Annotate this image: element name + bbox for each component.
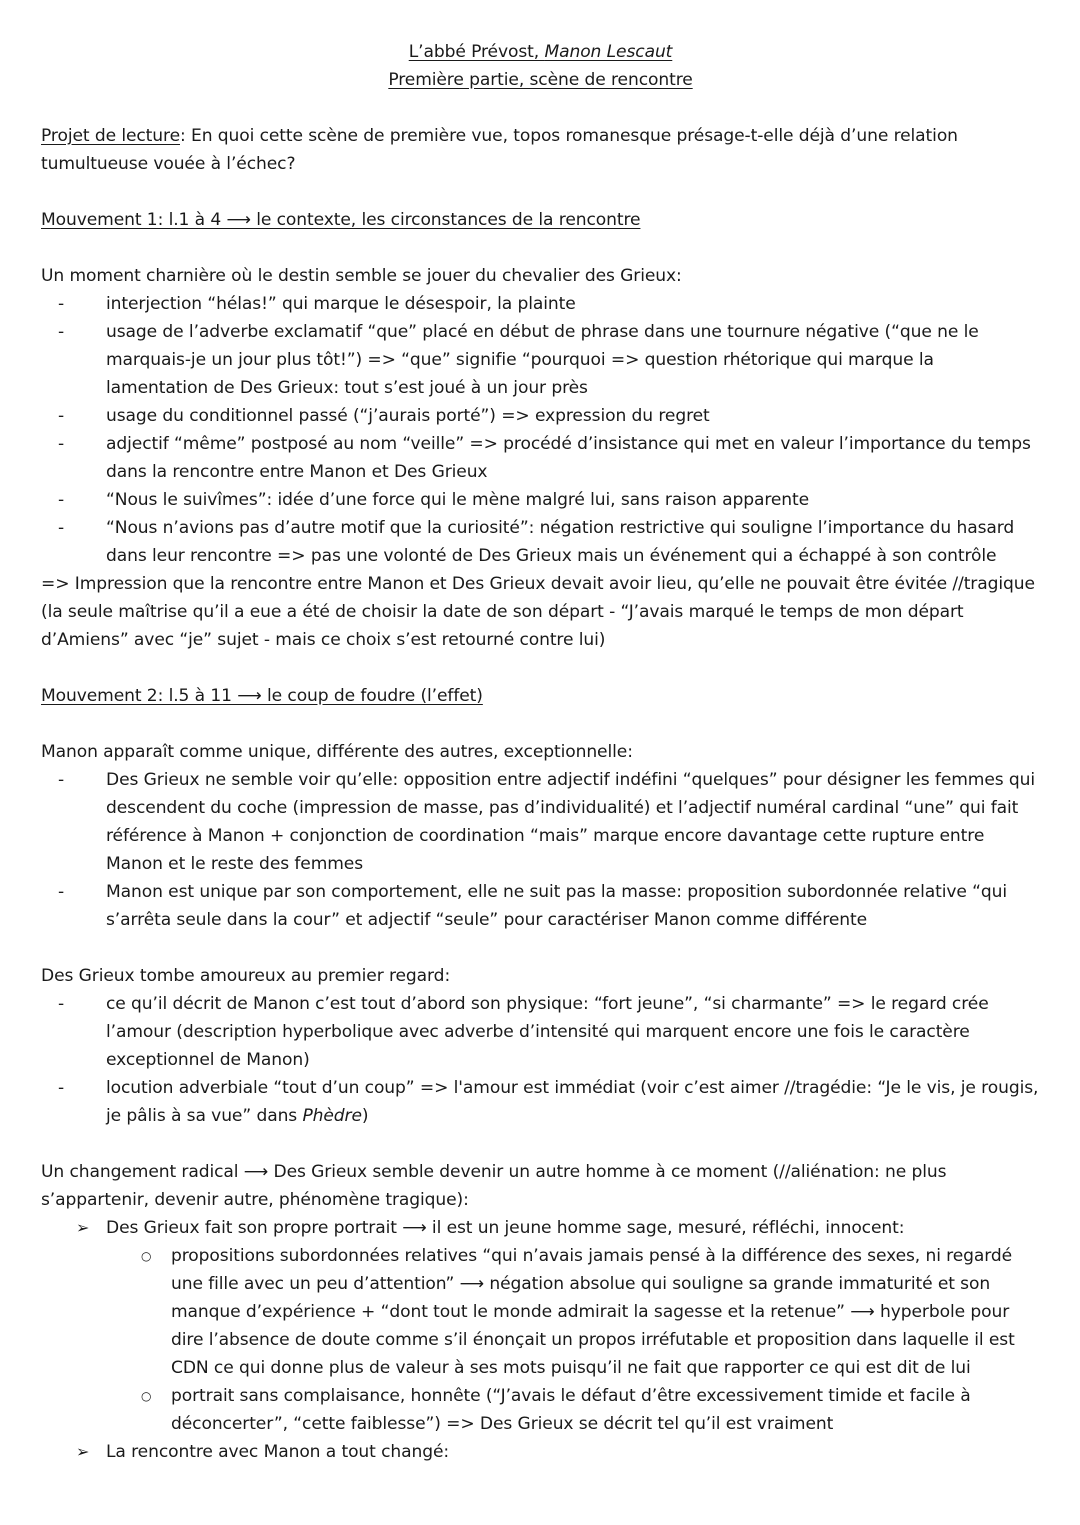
- mouvement2-heading-text: Mouvement 2: l.5 à 11 ⟶ le coup de foudre (l’effet): [41, 686, 483, 706]
- work-title: Manon Lescaut: [544, 42, 673, 62]
- spacer: [41, 178, 1040, 206]
- mouvement1-intro: Un moment charnière où le destin semble se jouer du chevalier des Grieux:: [41, 266, 682, 286]
- arrow-item: ➢ La rencontre avec Manon a tout changé:: [41, 1438, 1040, 1466]
- sub-item: ○ portrait sans complaisance, honnête (“J’avais le défaut d’être excessivement timide et facile à déconcerter”, “cette faiblesse”) => Des Grieux se décrit tel qu’il est vraiment: [41, 1382, 1040, 1438]
- mouvement1-conclusion: => Impression que la rencontre entre Manon et Des Grieux devait avoir lieu, qu’elle ne pouvait être évitée //tragique (la seule maîtrise qu’il a eue a été de choisir la date de son départ - “J’avais marqué le temps de mon départ d’Amiens” avec “je” sujet - mais ce choix s’est retourné contre lui): [41, 574, 1035, 650]
- document-title: [41, 38, 1040, 66]
- spacer: [41, 94, 1040, 122]
- item-text: locution adverbiale “tout d’un coup” => l'amour est immédiat (voir c’est aimer //tragédie: “Je le vis, je rougis, je pâlis à sa vue” dans: [106, 1078, 1039, 1126]
- section1-list: [41, 766, 1040, 934]
- subtitle-text: Première partie, scène de rencontre: [388, 70, 693, 90]
- list-item: - usage de l’adverbe exclamatif “que” placé en début de phrase dans une tournure négative (“que ne le marquais-je un jour plus tôt!”) => “que” signifie “pourquoi => question rhétorique qui marque la lamentation de Des Grieux: tout s’est joué à un jour près: [41, 318, 1040, 402]
- mouvement1-heading-text: Mouvement 1: l.1 à 4 ⟶ le contexte, les circonstances de la rencontre: [41, 210, 641, 230]
- mouvement1-heading: [41, 206, 1040, 234]
- list-item: - Des Grieux ne semble voir qu’elle: opposition entre adjectif indéfini “quelques” pour désigner les femmes qui descendent du coche (impression de masse, pas d’individualité) et l’adjectif numéral cardinal “une” qui fait référence à Manon + conjonction de coordination “mais” marque encore davantage cette rupture entre Manon et le reste des femmes: [41, 766, 1040, 878]
- list-item: [41, 1074, 1040, 1130]
- arrow-item: [41, 1214, 1040, 1438]
- list-item: - “Nous le suivîmes”: idée d’une force qui le mène malgré lui, sans raison apparente: [41, 486, 1040, 514]
- projet-text: : En quoi cette scène de première vue, topos romanesque présage-t-elle déjà d’une relation tumultueuse vouée à l’échec?: [41, 126, 958, 174]
- spacer: [41, 654, 1040, 682]
- projet-label: Projet de lecture: [41, 126, 180, 146]
- spacer: [41, 934, 1040, 962]
- document-subtitle: [41, 66, 1040, 94]
- sub-item: ○ propositions subordonnées relatives “qui n’avais jamais pensé à la différence des sexes, ni regardé une fille avec un peu d’attention” ⟶ négation absolue qui souligne sa grande immaturité et son manque d’expérience + “dont tout le monde admirait la sagesse et la retenue” ⟶ hyperbole pour dire l’absence de doute comme s’il énonçait un propos irréfutable et proposition dans laquelle il est CDN ce qui donne plus de valeur à ses mots puisqu’il ne fait que rapporter ce qui est dit de lui: [41, 1242, 1040, 1382]
- title-underlined: [409, 42, 673, 62]
- spacer: [41, 1130, 1040, 1158]
- list-item: - adjectif “même” postposé au nom “veille” => procédé d’insistance qui met en valeur l’importance du temps dans la rencontre entre Manon et Des Grieux: [41, 430, 1040, 486]
- spacer: [41, 710, 1040, 738]
- list-item: - ce qu’il décrit de Manon c’est tout d’abord son physique: “fort jeune”, “si charmante” => le regard crée l’amour (description hyperbolique avec adverbe d’intensité qui marquent encore une fois le caractère exceptionnel de Manon): [41, 990, 1040, 1074]
- list-item: - interjection “hélas!” qui marque le désespoir, la plainte: [41, 290, 1040, 318]
- list-item: - usage du conditionnel passé (“j’aurais porté”) => expression du regret: [41, 402, 1040, 430]
- spacer: [41, 234, 1040, 262]
- mouvement2-heading: [41, 682, 1040, 710]
- list-item: - “Nous n’avions pas d’autre motif que la curiosité”: négation restrictive qui souligne l’importance du hasard dans leur rencontre => pas une volonté de Des Grieux mais un événement qui a échappé à son contrôle: [41, 514, 1040, 570]
- section3-intro: Un changement radical ⟶ Des Grieux semble devenir un autre homme à ce moment (//aliénation: ne plus s’appartenir, devenir autre, phénomène tragique):: [41, 1162, 947, 1210]
- phedre-title: Phèdre: [302, 1106, 362, 1126]
- section2-list: [41, 990, 1040, 1130]
- projet-de-lecture: [41, 122, 1040, 178]
- section2-intro: Des Grieux tombe amoureux au premier regard:: [41, 966, 451, 986]
- section3-sublist: [106, 1242, 1040, 1438]
- arrow-item-text: Des Grieux fait son propre portrait ⟶ il est un jeune homme sage, mesuré, réfléchi, innocent:: [106, 1218, 905, 1238]
- mouvement1-list: [41, 290, 1040, 570]
- section1-intro: Manon apparaît comme unique, différente des autres, exceptionnelle:: [41, 742, 633, 762]
- list-item: - Manon est unique par son comportement, elle ne suit pas la masse: proposition subordonnée relative “qui s’arrêta seule dans la cour” et adjectif “seule” pour caractériser Manon comme différente: [41, 878, 1040, 934]
- item-text-end: ): [361, 1106, 369, 1126]
- author-title-prefix: L’abbé Prévost,: [408, 42, 545, 62]
- section3-list: [41, 1214, 1040, 1466]
